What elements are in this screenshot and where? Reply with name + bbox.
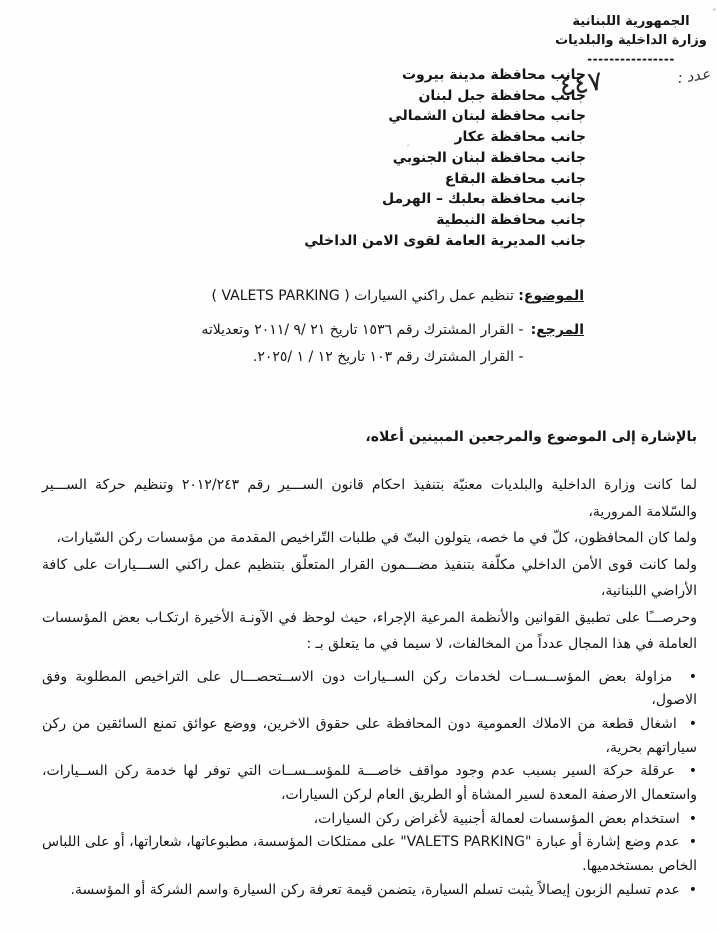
references-block (201, 317, 584, 371)
handwritten-number-value: ٤٤٧ (556, 65, 605, 103)
letter-body (42, 429, 697, 903)
violation-item: • عدم وضع إشارة أو عبارة "VALETS PARKING" على ممتلكات المؤسسة، مطبوعاتها، شعاراتها، أو على اللباس الخاص بمستخدميها. (42, 831, 697, 878)
subject-colon: : (518, 288, 524, 304)
violation-item: • استخدام بعض المؤسسات لعمالة أجنبية لأغراض ركن السيارات، (42, 808, 697, 832)
addressee-line: جانب محافظة جبل لبنان (418, 87, 586, 104)
references-label: المرجع (536, 322, 584, 338)
addressee-line: جانب محافظة النبطية (436, 211, 586, 228)
references-label-wrap (531, 317, 584, 344)
opening-line: بالإشارة إلى الموضوع والمرجعين المبينين أعلاه، (365, 429, 697, 445)
pen-mark: ˏ (404, 135, 413, 148)
addressee-line: جانب محافظة مدينة بيروت (401, 67, 586, 83)
body-paragraph: لما كانت وزارة الداخلية والبلديات معنيّة بتنفيذ احكام قانون الســـير رقم ٢٠١٢/٢٤٣ وتنظيم حركة الســـير والسّلامة المرورية، (42, 477, 697, 520)
reference-item: - القرار المشترك رقم ١٠٣ تاريخ ١٢ / ١ /٢٠٢٥. (252, 349, 524, 365)
handwritten-number-label: عدد : (676, 64, 712, 88)
subject-line (212, 288, 584, 304)
addressee-line: جانب محافظة بعلبك – الهرمل (381, 191, 586, 208)
violations-list (42, 666, 697, 903)
ministry-title: وزارة الداخلية والبلديات (555, 33, 707, 48)
references-items (201, 317, 523, 371)
addressee-line: جانب المديرية العامة لقوى الامن الداخلي (304, 232, 586, 249)
violation-item: • عدم تسليم الزبون إيصالاً يثبت تسلم السيارة، يتضمن قيمة تعرفة ركن السيارة واسم الشركة أو المؤسسة. (42, 879, 697, 903)
addressee-list (304, 65, 586, 251)
pen-mark: ʼ (707, 5, 717, 20)
body-paragraph: ولما كان المحافظون، كلّ في ما خصه، يتولون البتّ في طلبات التّراخيص المقدمة من مؤسسات ركن السّيارات، (56, 530, 697, 546)
addressee-line: جانب محافظة لبنان الشمالي (388, 108, 586, 125)
references-colon: : (530, 322, 537, 338)
violation-item: • اشغال قطعة من الاملاك العمومية دون المحافظة على حقوق الاخرين، ووضع عوائق تمنع السائقين من ركن سياراتهم بحرية، (42, 713, 697, 760)
addressee-line: جانب محافظة عكار (454, 129, 586, 146)
body-paragraph: ولما كانت قوى الأمن الداخلي مكلّفة بتنفيذ مضـــمون القرار المتعلّق بتنظيم عمل راكني الســـيارات على كافة الأراضي اللبنانية، (42, 556, 697, 599)
violation-item: • عرقلة حركة السير بسبب عدم وجود مواقف خاصـــة للمؤســســات التي توفر لها خدمة ركن الســيارات، واستعمال الارصفة المعدة لسير المشاة أو الطريق العام لركن السيارات، (42, 760, 697, 807)
addressee-line: جانب محافظة لبنان الجنوبي (392, 149, 586, 166)
reference-item: - القرار المشترك رقم ١٥٣٦ تاريخ ٢١ /٩ /٢٠١١ وتعديلاته (201, 322, 524, 338)
subject-text: تنظيم عمل راكني السيارات ( VALETS PARKING ) (211, 288, 514, 304)
body-paragraph: وحرصـــًا على تطبيق القوانين والأنظمة المرعية الإجراء، حيث لوحظ في الآونـة الأخيرة ارتكـاب بعض المؤسسات العاملة في هذا المجال عدداً من المخالفات، لا سيما في ما يتعلق بـ : (42, 609, 697, 652)
republic-title: الجمهورية اللبنانية (572, 14, 690, 29)
violation-item: • مزاولة بعض المؤســســات لخدمات ركن الســيارات دون الاســتحصـــال على التراخيص المطلوبة وفق الاصول، (42, 666, 697, 713)
subject-label: الموضوع (523, 288, 584, 304)
addressee-line: جانب محافظة البقاع (444, 170, 586, 187)
letterhead-divider: ---------------- (587, 52, 675, 66)
